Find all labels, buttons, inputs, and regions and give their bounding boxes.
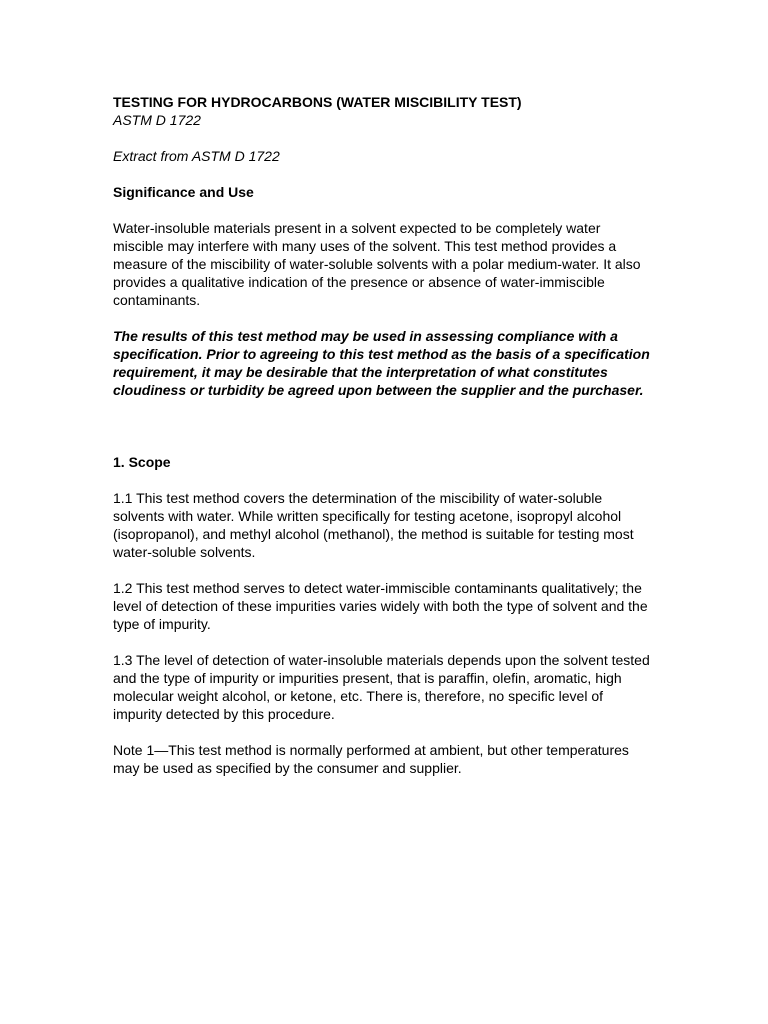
scope-paragraph-1-2: 1.2 This test method serves to detect water-immiscible contaminants qualitatively; the level of detection of these impurities varies widely with both the type of solvent and the type of impurity. xyxy=(113,580,648,632)
scope-heading: 1. Scope xyxy=(113,454,171,470)
scope-paragraph-1-3: 1.3 The level of detection of water-insoluble materials depends upon the solvent tested and the type of impurity or impurities present, that is paraffin, olefin, aromatic, high molecular weight alcohol, or ketone, etc. There is, therefore, no specific level of impurity detected by this procedure. xyxy=(113,652,650,722)
document-page xyxy=(113,93,653,777)
standard-number: ASTM D 1722 xyxy=(113,112,201,128)
extract-line: Extract from ASTM D 1722 xyxy=(113,148,280,164)
scope-paragraph-1-1: 1.1 This test method covers the determination of the miscibility of water-soluble solvents with water. While written specifically for testing acetone, isopropyl alcohol (isopropanol), and methyl alcohol (methanol), the method is suitable for testing most water-soluble solvents. xyxy=(113,490,634,560)
note-1: Note 1—This test method is normally performed at ambient, but other temperatures may be used as specified by the consumer and supplier. xyxy=(113,742,629,776)
significance-paragraph-2: The results of this test method may be used in assessing compliance with a specification. Prior to agreeing to this test method as the basis of a specification requirement, it may be desirable that the interpretation of what constitutes cloudiness or turbidity be agreed upon between the supplier and the purchaser. xyxy=(113,328,650,398)
significance-paragraph-1: Water-insoluble materials present in a solvent expected to be completely water miscible may interfere with many uses of the solvent. This test method provides a measure of the miscibility of water-soluble solvents with a polar medium-water. It also provides a qualitative indication of the presence or absence of water-immiscible contaminants. xyxy=(113,220,641,308)
significance-heading: Significance and Use xyxy=(113,184,254,200)
document-title: TESTING FOR HYDROCARBONS (WATER MISCIBILITY TEST) xyxy=(113,94,522,110)
